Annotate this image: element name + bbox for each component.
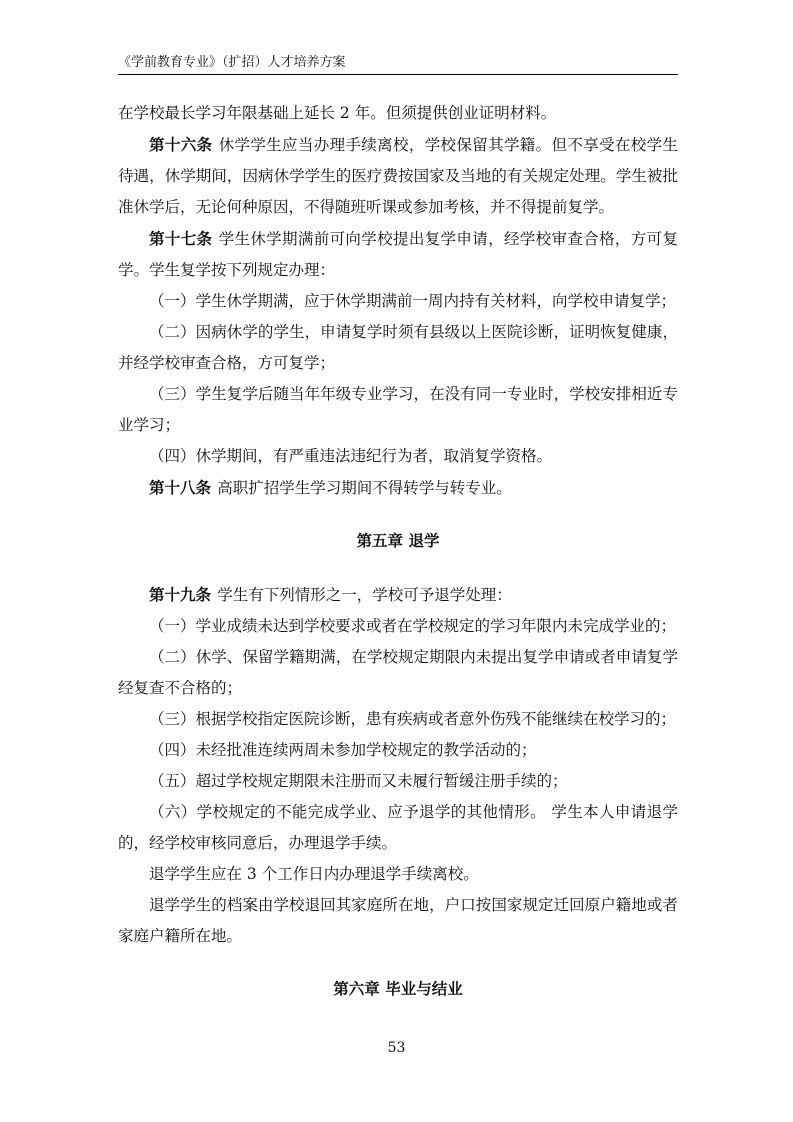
list-item: （五）超过学校规定期限未注册而又未履行暂缓注册手续的； [149, 772, 568, 790]
list-item: （四）未经批准连续两周未参加学校规定的教学活动的； [149, 741, 537, 759]
article-text: 学生休学期满前可向学校提出复学申请，经学校审查合格，方可复学。学生复学按下列规定办理： [118, 230, 678, 279]
list-item: （二）休学、保留学籍期满，在学校规定期限内未提出复学申请或者申请复学经复查不合格的； [118, 648, 678, 697]
chapter-heading: 第六章 毕业与结业 [333, 980, 463, 998]
running-header: 《学前教育专业》（扩招）人才培养方案 [118, 55, 346, 70]
article-16 [118, 129, 678, 223]
page-number: 53 [387, 1040, 406, 1056]
article-label: 第十七条 [149, 229, 213, 248]
article-label: 第十九条 [149, 585, 212, 604]
list-item: （一）学生休学期满，应于休学期满前一周内持有关材料，向学校申请复学； [149, 292, 677, 310]
list-item: （六）学校规定的不能完成学业、应予退学的其他情形。 学生本人申请退学的，经学校审核同意后，办理退学手续。 [118, 803, 678, 852]
chapter-heading: 第五章 退学 [356, 532, 440, 550]
list-item: （三）根据学校指定医院诊断，患有疾病或者意外伤残不能继续在校学习的； [149, 710, 677, 728]
paragraph-continuation: 在学校最长学习年限基础上延长 2 年。但须提供创业证明材料。 [118, 104, 557, 122]
article-label: 第十六条 [149, 135, 213, 154]
article-17 [118, 223, 678, 286]
article-18 [118, 472, 678, 504]
article-19 [118, 579, 678, 611]
article-text: 高职扩招学生学习期间不得转学与转专业。 [217, 479, 512, 497]
list-item: （一）学业成绩未达到学校要求或者在学校规定的学习年限内未完成学业的； [149, 617, 677, 635]
paragraph: 退学学生应在 3 个工作日内办理退学手续离校。 [149, 865, 479, 883]
page-body [118, 98, 678, 1027]
article-text: 休学学生应当办理手续离校，学校保留其学籍。但不享受在校学生待遇，休学期间，因病休学学生的医疗费按国家及当地的有关规定处理。学生被批准休学后，无论何种原因，不得随班听课或参加考核，并不得提前复学。 [118, 136, 678, 216]
header-rule [118, 74, 678, 75]
paragraph: 退学学生的档案由学校退回其家庭所在地，户口按国家规定迁回原户籍地或者家庭户籍所在地。 [118, 896, 678, 945]
article-label: 第十八条 [149, 478, 212, 497]
list-item: （二）因病休学的学生，申请复学时须有县级以上医院诊断，证明恢复健康，并经学校审查合格，方可复学； [118, 323, 678, 372]
article-text: 学生有下列情形之一，学校可予退学处理： [217, 586, 512, 604]
list-item: （四）休学期间，有严重违法违纪行为者，取消复学资格。 [149, 447, 553, 465]
list-item: （三）学生复学后随当年年级专业学习，在没有同一专业时，学校安排相近专业学习； [118, 385, 678, 434]
